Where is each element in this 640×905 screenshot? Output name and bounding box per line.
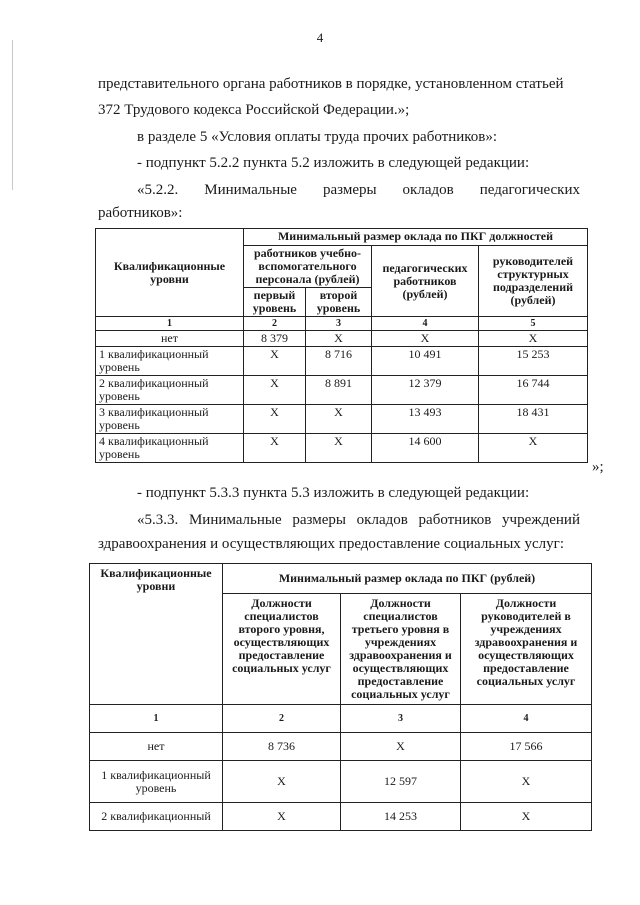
value-cell: Х (461, 803, 592, 831)
page-number: 4 (316, 30, 324, 45)
value-cell: 14 600 (372, 434, 479, 463)
level-cell: 2 квалификационный (90, 803, 223, 831)
value-cell: Х (244, 434, 306, 463)
level-cell: 1 квалификационный уровень (90, 761, 223, 803)
value-cell: 8 891 (306, 376, 372, 405)
header-support-staff: работников учебно-вспомогательного персонала (рублей) (244, 246, 372, 288)
value-cell: 8 379 (244, 331, 306, 347)
value-cell: Х (223, 761, 341, 803)
value-cell: 17 566 (461, 733, 592, 761)
value-cell: 16 744 (479, 376, 588, 405)
column-number: 1 (90, 705, 223, 733)
column-number: 5 (479, 317, 588, 331)
paragraph-line: 372 Трудового кодекса Российской Федерации.»; (98, 102, 410, 118)
value-cell: Х (479, 331, 588, 347)
level-cell: 1 квалификационный уровень (96, 347, 244, 376)
scan-margin-line (12, 40, 13, 190)
value-cell: Х (223, 803, 341, 831)
value-cell: 12 379 (372, 376, 479, 405)
header-managers: Должности руководителей в учреждениях здравоохранения и осуществляющих предоставление социальных услуг (461, 594, 592, 705)
column-number: 4 (461, 705, 592, 733)
level-cell: нет (90, 733, 223, 761)
level-cell: нет (96, 331, 244, 347)
column-number: 2 (223, 705, 341, 733)
header-qualification-levels: Квалификационные уровни (90, 564, 223, 705)
paragraph-line: - подпункт 5.2.2 пункта 5.2 изложить в следующей редакции: (137, 155, 530, 171)
level-cell: 4 квалификационный уровень (96, 434, 244, 463)
table-row (90, 761, 592, 803)
header-pedagogical: педагогических работников (рублей) (372, 246, 479, 317)
paragraph-line: «5.2.2. Минимальные размеры окладов педагогических (137, 182, 580, 198)
value-cell: 12 597 (341, 761, 461, 803)
table-row (96, 434, 588, 463)
value-cell: 10 491 (372, 347, 479, 376)
healthcare-social-salary-table (89, 563, 592, 831)
value-cell: Х (306, 434, 372, 463)
table-row (96, 405, 588, 434)
paragraph-line: «5.3.3. Минимальные размеры окладов работников учреждений (137, 512, 580, 528)
column-number: 3 (341, 705, 461, 733)
column-number: 2 (244, 317, 306, 331)
level-cell: 2 квалификационный уровень (96, 376, 244, 405)
table-row (96, 331, 588, 347)
value-cell: Х (461, 761, 592, 803)
header-min-salary-group: Минимальный размер оклада по ПКГ должностей (244, 229, 588, 246)
header-qualification-levels: Квалификационные уровни (96, 229, 244, 317)
value-cell: 15 253 (479, 347, 588, 376)
column-number: 1 (96, 317, 244, 331)
table-row (96, 376, 588, 405)
closing-quote: »; (592, 459, 604, 475)
value-cell: Х (306, 331, 372, 347)
value-cell: 8 736 (223, 733, 341, 761)
value-cell: Х (244, 347, 306, 376)
value-cell: 18 431 (479, 405, 588, 434)
pedagogical-salary-table (95, 228, 588, 463)
value-cell: Х (372, 331, 479, 347)
header-first-level: первый уровень (244, 288, 306, 317)
value-cell: Х (479, 434, 588, 463)
header-second-level: второй уровень (306, 288, 372, 317)
value-cell: Х (306, 405, 372, 434)
value-cell: Х (341, 733, 461, 761)
value-cell: Х (244, 405, 306, 434)
value-cell: Х (244, 376, 306, 405)
header-third-level-specialists: Должности специалистов третьего уровня в учреждениях здравоохранения и осуществляющих предоставление социальных услуг (341, 594, 461, 705)
table-row (90, 803, 592, 831)
header-min-salary-group: Минимальный размер оклада по ПКГ (рублей) (223, 564, 592, 594)
column-number: 4 (372, 317, 479, 331)
value-cell: 14 253 (341, 803, 461, 831)
paragraph-line: представительного органа работников в порядке, установленном статьей (98, 76, 564, 92)
level-cell: 3 квалификационный уровень (96, 405, 244, 434)
paragraph-line: - подпункт 5.3.3 пункта 5.3 изложить в следующей редакции: (137, 485, 530, 501)
paragraph-line: в разделе 5 «Условия оплаты труда прочих работников»: (137, 129, 498, 145)
value-cell: 8 716 (306, 347, 372, 376)
header-second-level-specialists: Должности специалистов второго уровня, осуществляющих предоставление социальных услуг (223, 594, 341, 705)
table-row (90, 733, 592, 761)
paragraph-line: работников»: (98, 205, 183, 221)
header-department-heads: руководителей структурных подразделений (рублей) (479, 246, 588, 317)
column-number: 3 (306, 317, 372, 331)
table-row (96, 347, 588, 376)
value-cell: 13 493 (372, 405, 479, 434)
paragraph-line: здравоохранения и осуществляющих предоставление социальных услуг: (98, 536, 564, 552)
